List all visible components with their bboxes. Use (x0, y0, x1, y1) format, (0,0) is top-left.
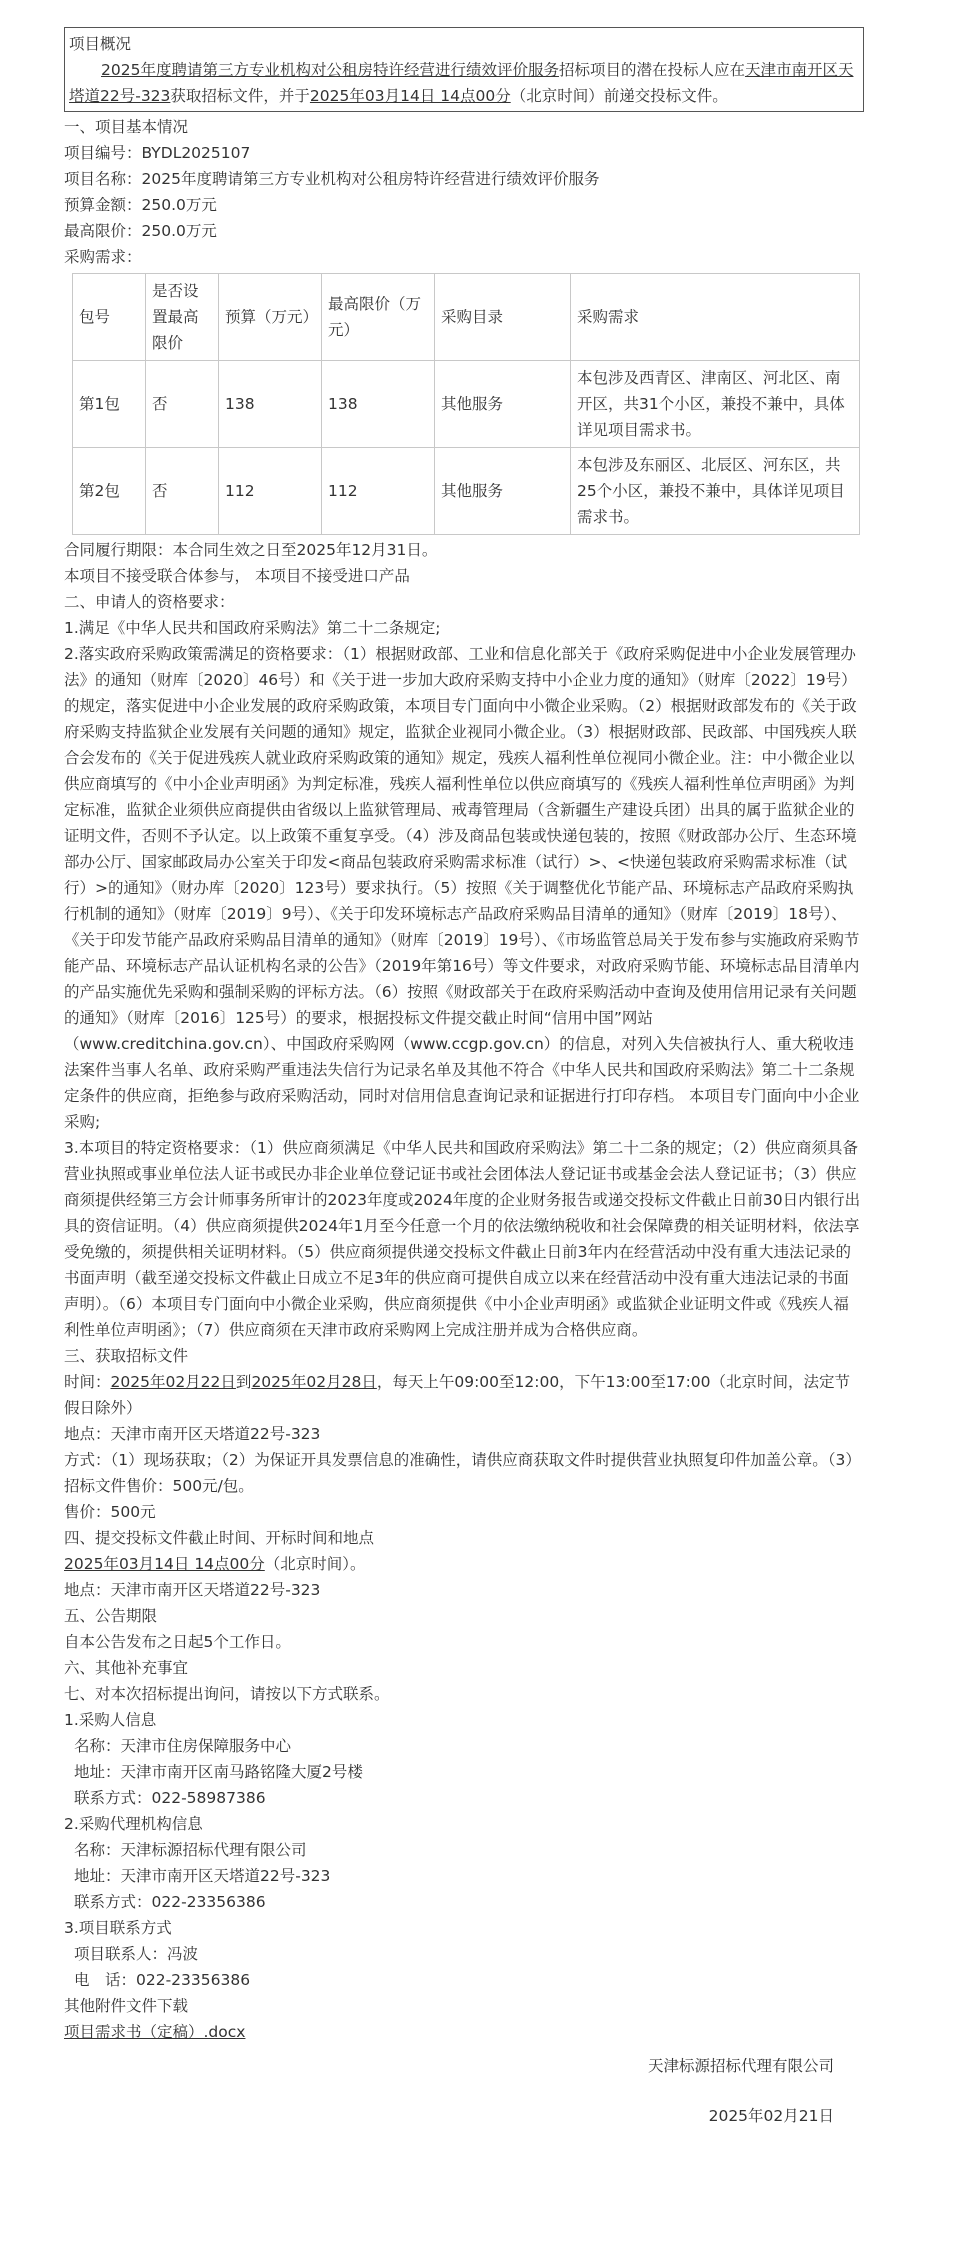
demand-label: 采购需求： (64, 248, 142, 266)
acquisition-method: 方式：（1）现场获取；（2）为保证开具发票信息的准确性，请供应商获取文件时提供营业执照复印件加盖公章。（3）招标文件售价：500元/包。 (64, 1451, 861, 1495)
agency-name: 名称：天津标源招标代理有限公司 (74, 1841, 307, 1859)
table-cell: 其他服务 (435, 361, 571, 448)
project-number: 项目编号：BYDL2025107 (64, 144, 251, 162)
notice-period: 自本公告发布之日起5个工作日。 (64, 1633, 291, 1651)
attachment-download-link[interactable]: 项目需求书（定稿）.docx (64, 2023, 246, 2041)
table-cell: 否 (146, 448, 219, 535)
consortium-note: 本项目不接受联合体参与， 本项目不接受进口产品 (64, 567, 410, 585)
table-cell: 138 (322, 361, 435, 448)
project-contact-phone: 电 话：022-23356386 (74, 1971, 251, 1989)
table-cell: 本包涉及东丽区、北辰区、河东区，共25个小区，兼投不兼中，具体详见项目需求书。 (571, 448, 860, 535)
buyer-name: 名称：天津市住房保障服务中心 (74, 1737, 292, 1755)
table-cell: 138 (219, 361, 322, 448)
section1-heading: 一、项目基本情况 (64, 118, 189, 136)
table-cell: 112 (322, 448, 435, 535)
acquisition-time: 时间：2025年02月22日到2025年02月28日，每天上午09:00至12:00，下午13:00至17:00（北京时间，法定节假日除外） (64, 1373, 851, 1417)
overview-text: 2025年度聘请第三方专业机构对公租房特许经营进行绩效评价服务招标项目的潜在投标人应在天津市南开区天塔道22号-323获取招标文件，并于2025年03月14日 14点00分（北京时间）前递交投标文件。 (69, 61, 854, 105)
contract-period: 合同履行期限：本合同生效之日至2025年12月31日。 (64, 541, 438, 559)
time-end: 2025年02月28日 (251, 1373, 377, 1391)
agency-address: 地址：天津市南开区天塔道22号-323 (74, 1867, 331, 1885)
buyer-contact: 联系方式：022-58987386 (74, 1789, 266, 1807)
requirement-1: 1.满足《中华人民共和国政府采购法》第二十二条规定; (64, 619, 441, 637)
table-header-cell: 采购目录 (435, 274, 571, 361)
overview-project-name: 2025年度聘请第三方专业机构对公租房特许经营进行绩效评价服务 (101, 61, 559, 79)
max-price: 最高限价：250.0万元 (64, 222, 217, 240)
table-cell: 其他服务 (435, 448, 571, 535)
table-cell: 第2包 (73, 448, 146, 535)
issuer-org: 天津标源招标代理有限公司 (647, 2057, 834, 2075)
section2-heading: 二、申请人的资格要求： (64, 593, 235, 611)
section4-heading: 四、提交投标文件截止时间、开标时间和地点 (64, 1529, 375, 1547)
project-overview-box (64, 27, 864, 112)
time-start: 2025年02月22日 (110, 1373, 236, 1391)
table-header-cell: 是否设置最高限价 (146, 274, 219, 361)
overview-title: 项目概况 (69, 35, 132, 53)
table-header-cell: 预算（万元） (219, 274, 322, 361)
section5-heading: 五、公告期限 (64, 1607, 158, 1625)
project-contact-person: 项目联系人：冯波 (74, 1945, 199, 1963)
project-name: 项目名称：2025年度聘请第三方专业机构对公租房特许经营进行绩效评价服务 (64, 170, 600, 188)
buyer-heading: 1.采购人信息 (64, 1711, 157, 1729)
buyer-address: 地址：天津市南开区南马路铭隆大厦2号楼 (74, 1763, 363, 1781)
attachments-heading: 其他附件文件下载 (64, 1997, 189, 2015)
section3-heading: 三、获取招标文件 (64, 1347, 189, 1365)
table-header-cell: 采购需求 (571, 274, 860, 361)
overview-address: 天津市南开区天塔道22号-323 (69, 61, 854, 105)
requirements-table (72, 273, 860, 535)
table-cell: 第1包 (73, 361, 146, 448)
overview-deadline: 2025年03月14日 14点00分 (309, 87, 511, 105)
table-row (73, 448, 860, 535)
acquisition-place: 地点：天津市南开区天塔道22号-323 (64, 1425, 321, 1443)
requirement-2: 2.落实政府采购政策需满足的资格要求：（1）根据财政部、工业和信息化部关于《政府采购促进中小企业发展管理办法》的通知（财库〔2020〕46号）和《关于进一步加大政府采购支持中小企业力度的通知》（财库〔2022〕19号）的规定，落实促进中小企业发展的政府采购政策，本项目专门面向中小微企业采购。（2）根据财政部发布的《关于政府采购支持监狱企业发展有关问题的通知》规定，监狱企业视同小微企业。（3）根据财政部、民政部、中国残疾人联合会发布的《关于促进残疾人就业政府采购政策的通知》规定，残疾人福利性单位视同小微企业。注：中小微企业以供应商填写的《中小企业声明函》为判定标准，残疾人福利性单位以供应商填写的《残疾人福利性单位声明函》为判定标准，监狱企业须供应商提供由省级以上监狱管理局、戒毒管理局（含新疆生产建设兵团）出具的属于监狱企业的证明文件，否则不予认定。以上政策不重复享受。（4）涉及商品包装或快递包装的，按照《财政部办公厅、生态环境部办公厅、国家邮政局办公室关于印发<商品包装政府采购需求标准（试行）>、<快递包装政府采购需求标准（试行）>的通知》（财办库〔2020〕123号）要求执行。（5）按照《关于调整优化节能产品、环境标志产品政府采购执行机制的通知》（财库〔2019〕9号）、《关于印发环境标志产品政府采购品目清单的通知》（财库〔2019〕18号）、《关于印发节能产品政府采购品目清单的通知》（财库〔2019〕19号）、《市场监管总局关于发布参与实施政府采购节能产品、环境标志产品认证机构名录的公告》（2019年第16号）等文件要求，对政府采购节能、环境标志品目清单内的产品实施优先采购和强制采购的评标方法。（6）按照《财政部关于在政府采购活动中查询及使用信用记录有关问题的通知》（财库〔2016〕125号）的要求，根据投标文件提交截止时间“信用中国”网站（www.creditchina.gov.cn）、中国政府采购网（www.ccgp.gov.cn）的信息，对列入失信被执行人、重大税收违法案件当事人名单、政府采购严重违法失信行为记录名单及其他不符合《中华人民共和国政府采购法》第二十二条规定条件的供应商，拒绝参与政府采购活动，同时对信用信息查询记录和证据进行打印存档。 本项目专门面向中小企业采购; (64, 645, 860, 1131)
section6-heading: 六、其他补充事宜 (64, 1659, 189, 1677)
section7-heading: 七、对本次招标提出询问，请按以下方式联系。 (64, 1685, 390, 1703)
issue-date: 2025年02月21日 (708, 2107, 834, 2125)
table-cell: 本包涉及西青区、津南区、河北区、南开区，共31个小区，兼投不兼中，具体详见项目需求书。 (571, 361, 860, 448)
table-header-row (73, 274, 860, 361)
agency-heading: 2.采购代理机构信息 (64, 1815, 203, 1833)
bid-deadline: 2025年03月14日 14点00分（北京时间）。 (64, 1555, 366, 1573)
requirement-3: 3.本项目的特定资格要求：（1）供应商须满足《中华人民共和国政府采购法》第二十二条的规定；（2）供应商须具备营业执照或事业单位法人证书或民办非企业单位登记证书或社会团体法人登记证书或基金会法人登记证书；（3）供应商须提供经第三方会计师事务所审计的2023年度或2024年度的企业财务报告或递交投标文件截止日前30日内银行出具的资信证明。（4）供应商须提供2024年1月至今任意一个月的依法缴纳税收和社会保障费的相关证明材料，依法享受免缴的，须提供相关证明材料。（5）供应商须提供递交投标文件截止日前3年内在经营活动中没有重大违法记录的书面声明（截至递交投标文件截止日成立不足3年的供应商可提供自成立以来在经营活动中没有重大违法记录的书面声明）。（6）本项目专门面向中小微企业采购，供应商须提供《中小企业声明函》或监狱企业证明文件或《残疾人福利性单位声明函》；（7）供应商须在天津市政府采购网上完成注册并成为合格供应商。 (64, 1139, 861, 1339)
table-header-cell: 包号 (73, 274, 146, 361)
bid-deadline-date: 2025年03月14日 14点00分 (64, 1555, 265, 1573)
bid-place: 地点：天津市南开区天塔道22号-323 (64, 1581, 321, 1599)
project-contact-heading: 3.项目联系方式 (64, 1919, 172, 1937)
table-row (73, 361, 860, 448)
budget-amount: 预算金额：250.0万元 (64, 196, 217, 214)
announcement-document (64, 27, 864, 2129)
table-cell: 否 (146, 361, 219, 448)
agency-contact: 联系方式：022-23356386 (74, 1893, 266, 1911)
table-header-cell: 最高限价（万元） (322, 274, 435, 361)
table-cell: 112 (219, 448, 322, 535)
acquisition-price: 售价：500元 (64, 1503, 156, 1521)
